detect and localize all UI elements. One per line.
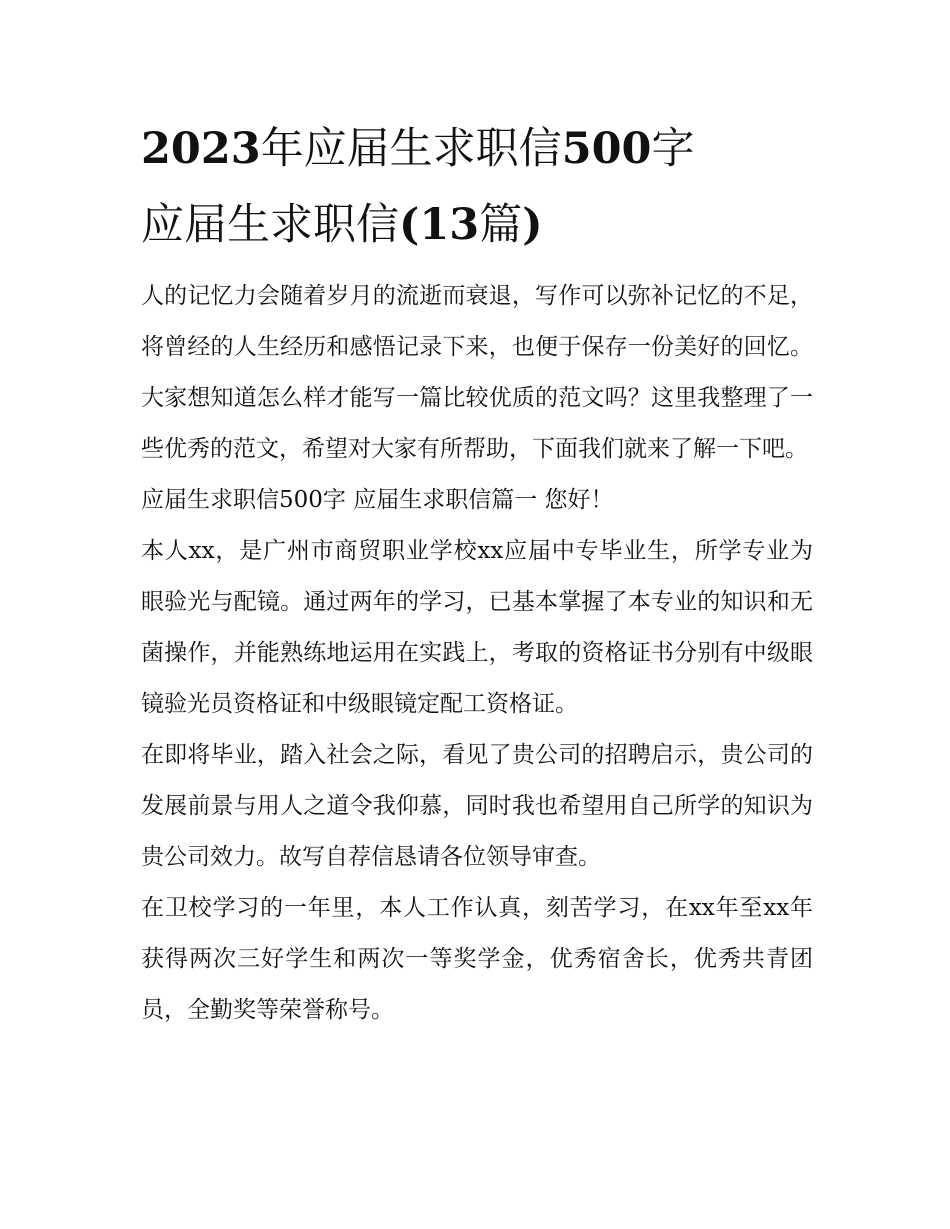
paragraph-intro: 人的记忆力会随着岁月的流逝而衰退，写作可以弥补记忆的不足，将曾经的人生经历和感悟记录下来，也便于保存一份美好的回忆。大家想知道怎么样才能写一篇比较优质的范文吗？这里我整理了一些优秀的范文，希望对大家有所帮助，下面我们就来了解一下吧。 bbox=[141, 283, 813, 462]
paragraph-greeting: 应届生求职信500字 应届生求职信篇一 您好！ bbox=[141, 487, 614, 513]
paragraph-achievements: 在卫校学习的一年里，本人工作认真，刻苦学习，在xx年至xx年获得两次三好学生和两次一等奖学金，优秀宿舍长，优秀共青团员，全勤奖等荣誉称号。 bbox=[141, 895, 813, 1023]
title-line-1: 2023年应届生求职信500字 bbox=[141, 124, 695, 174]
document-body bbox=[141, 271, 813, 1036]
title-line-2: 应届生求职信(13篇) bbox=[141, 200, 543, 250]
paragraph-motivation: 在即将毕业，踏入社会之际，看见了贵公司的招聘启示，贵公司的发展前景与用人之道令我仰慕，同时我也希望用自己所学的知识为贵公司效力。故写自荐信恳请各位领导审查。 bbox=[141, 742, 813, 870]
paragraph-self-intro: 本人xx，是广州市商贸职业学校xx应届中专毕业生，所学专业为眼验光与配镜。通过两年的学习，已基本掌握了本专业的知识和无菌操作，并能熟练地运用在实践上，考取的资格证书分别有中级眼镜验光员资格证和中级眼镜定配工资格证。 bbox=[141, 538, 813, 717]
document-title bbox=[141, 120, 813, 254]
document-content bbox=[141, 120, 813, 1036]
